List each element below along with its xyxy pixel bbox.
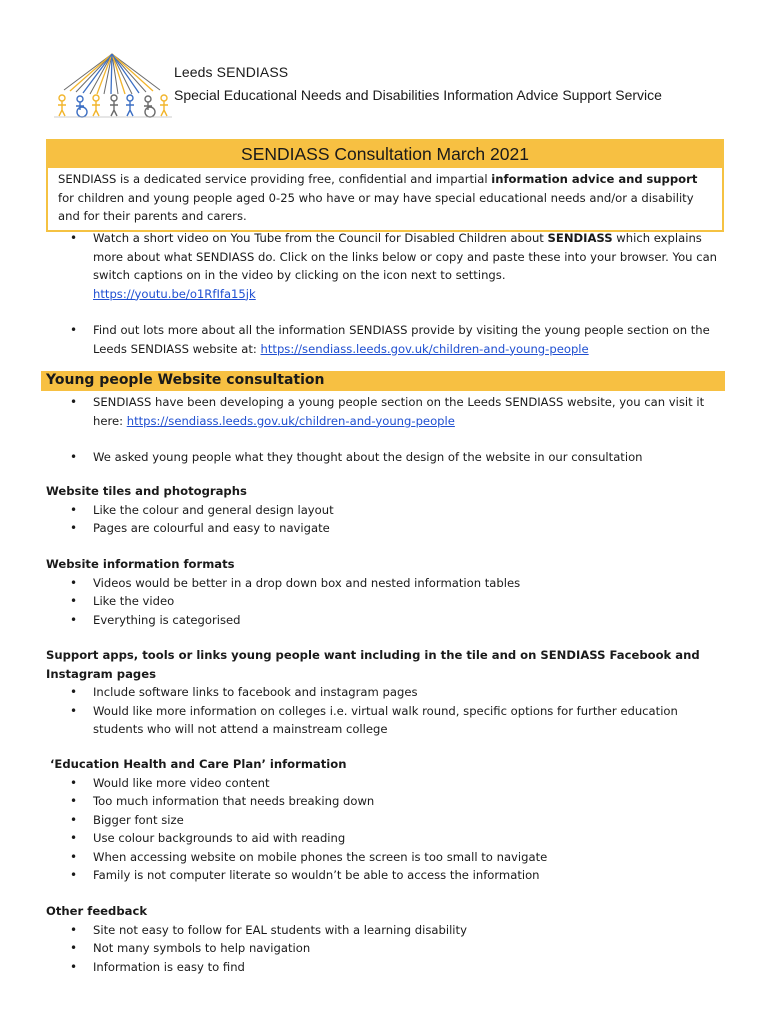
list-item: • Would like more information on colleges i.e. virtual walk round, specific options for further education students who will not attend a mainstream college	[46, 702, 726, 739]
list-item: • Information is easy to find	[46, 958, 726, 977]
intro-bold-information: information advice and	[491, 172, 643, 186]
org-name: Leeds SENDIASS	[174, 64, 289, 80]
apps-list	[46, 683, 726, 739]
section-tiles	[46, 482, 726, 538]
list-item: • Like the colour and general design layout	[46, 501, 726, 520]
subheading-ehcp: ‘Education Health and Care Plan’ information	[50, 757, 347, 771]
list-item	[46, 321, 726, 358]
list-item: • Site not easy to follow for EAL students with a learning disability	[46, 921, 726, 940]
video-text-start: Watch a short video on You Tube from the Council for Disabled Children about	[93, 231, 548, 245]
list-item	[46, 229, 726, 303]
subheading-other: Other feedback	[46, 904, 148, 918]
video-bold: SENDIASS	[547, 231, 613, 245]
intro-text-end: for children and young people aged 0-25 who have or may have special educational needs and/or a disability and for their parents and carers.	[58, 190, 694, 223]
section-ehcp	[46, 755, 726, 885]
section-other	[46, 902, 726, 976]
subheading-formats: Website information formats	[46, 557, 235, 571]
youtube-video-link[interactable]: https://youtu.be/o1RfIfa15jk	[93, 286, 256, 301]
sendiass-young-people-link[interactable]: https://sendiass.leeds.gov.uk/children-and-young-people	[260, 341, 589, 356]
consultation-bullet-list	[46, 393, 726, 467]
find-more-text: Find out lots more about all the information SENDIASS provide by visiting the young people section on the Leeds SENDIASS website at:	[93, 323, 710, 356]
tiles-list	[46, 501, 726, 538]
consultation-bullets	[46, 393, 726, 467]
list-item	[46, 393, 726, 430]
consultation-title: SENDIASS Consultation March 2021	[48, 141, 722, 168]
list-item: • Bigger font size	[46, 811, 726, 830]
intro-description	[48, 168, 722, 230]
org-subtitle: Special Educational Needs and Disabilities Information Advice Support Service	[174, 87, 662, 103]
other-list	[46, 921, 726, 977]
intro-bullets	[46, 229, 726, 358]
section-formats	[46, 555, 726, 629]
list-item: • When accessing website on mobile phones the screen is too small to navigate	[46, 848, 726, 867]
list-item: • Too much information that needs breaking down	[46, 792, 726, 811]
intro-bullet-list	[46, 229, 726, 358]
list-item: • Include software links to facebook and instagram pages	[46, 683, 726, 702]
consultation-bullet-text: SENDIASS have been developing a young people section on the Leeds SENDIASS website, you can visit it here:	[93, 395, 705, 428]
sendiass-logo-icon	[50, 46, 174, 118]
section-apps	[46, 646, 726, 739]
intro-bold-support: support	[646, 172, 698, 186]
ehcp-list	[46, 774, 726, 885]
list-item: • Use colour backgrounds to aid with reading	[46, 829, 726, 848]
list-item: • Family is not computer literate so wouldn’t be able to access the information	[46, 866, 726, 885]
list-item: • We asked young people what they thought about the design of the website in our consultation	[46, 448, 726, 467]
section-heading-consultation: Young people Website consultation	[46, 372, 325, 388]
list-item: • Everything is categorised	[46, 611, 726, 630]
page-header	[44, 44, 744, 124]
formats-list	[46, 574, 726, 630]
video-text-end: which explains more about what SENDIASS do. Click on the links below or copy and paste these into your browser. You can switch captions on in the video by clicking on the icon next to settings.	[93, 231, 718, 282]
consultation-website-link[interactable]: https://sendiass.leeds.gov.uk/children-and-young-people	[126, 413, 455, 428]
intro-panel	[46, 139, 724, 232]
intro-text-start: SENDIASS is a dedicated service providing free, confidential and impartial	[58, 172, 492, 186]
subheading-tiles: Website tiles and photographs	[46, 484, 247, 498]
list-item: • Like the video	[46, 592, 726, 611]
list-item: • Would like more video content	[46, 774, 726, 793]
subheading-apps: Support apps, tools or links young people want including in the tile and on SENDIASS Facebook and Instagram pages	[46, 648, 700, 681]
list-item: • Pages are colourful and easy to navigate	[46, 519, 726, 538]
list-item: • Not many symbols to help navigation	[46, 939, 726, 958]
list-item: • Videos would be better in a drop down box and nested information tables	[46, 574, 726, 593]
